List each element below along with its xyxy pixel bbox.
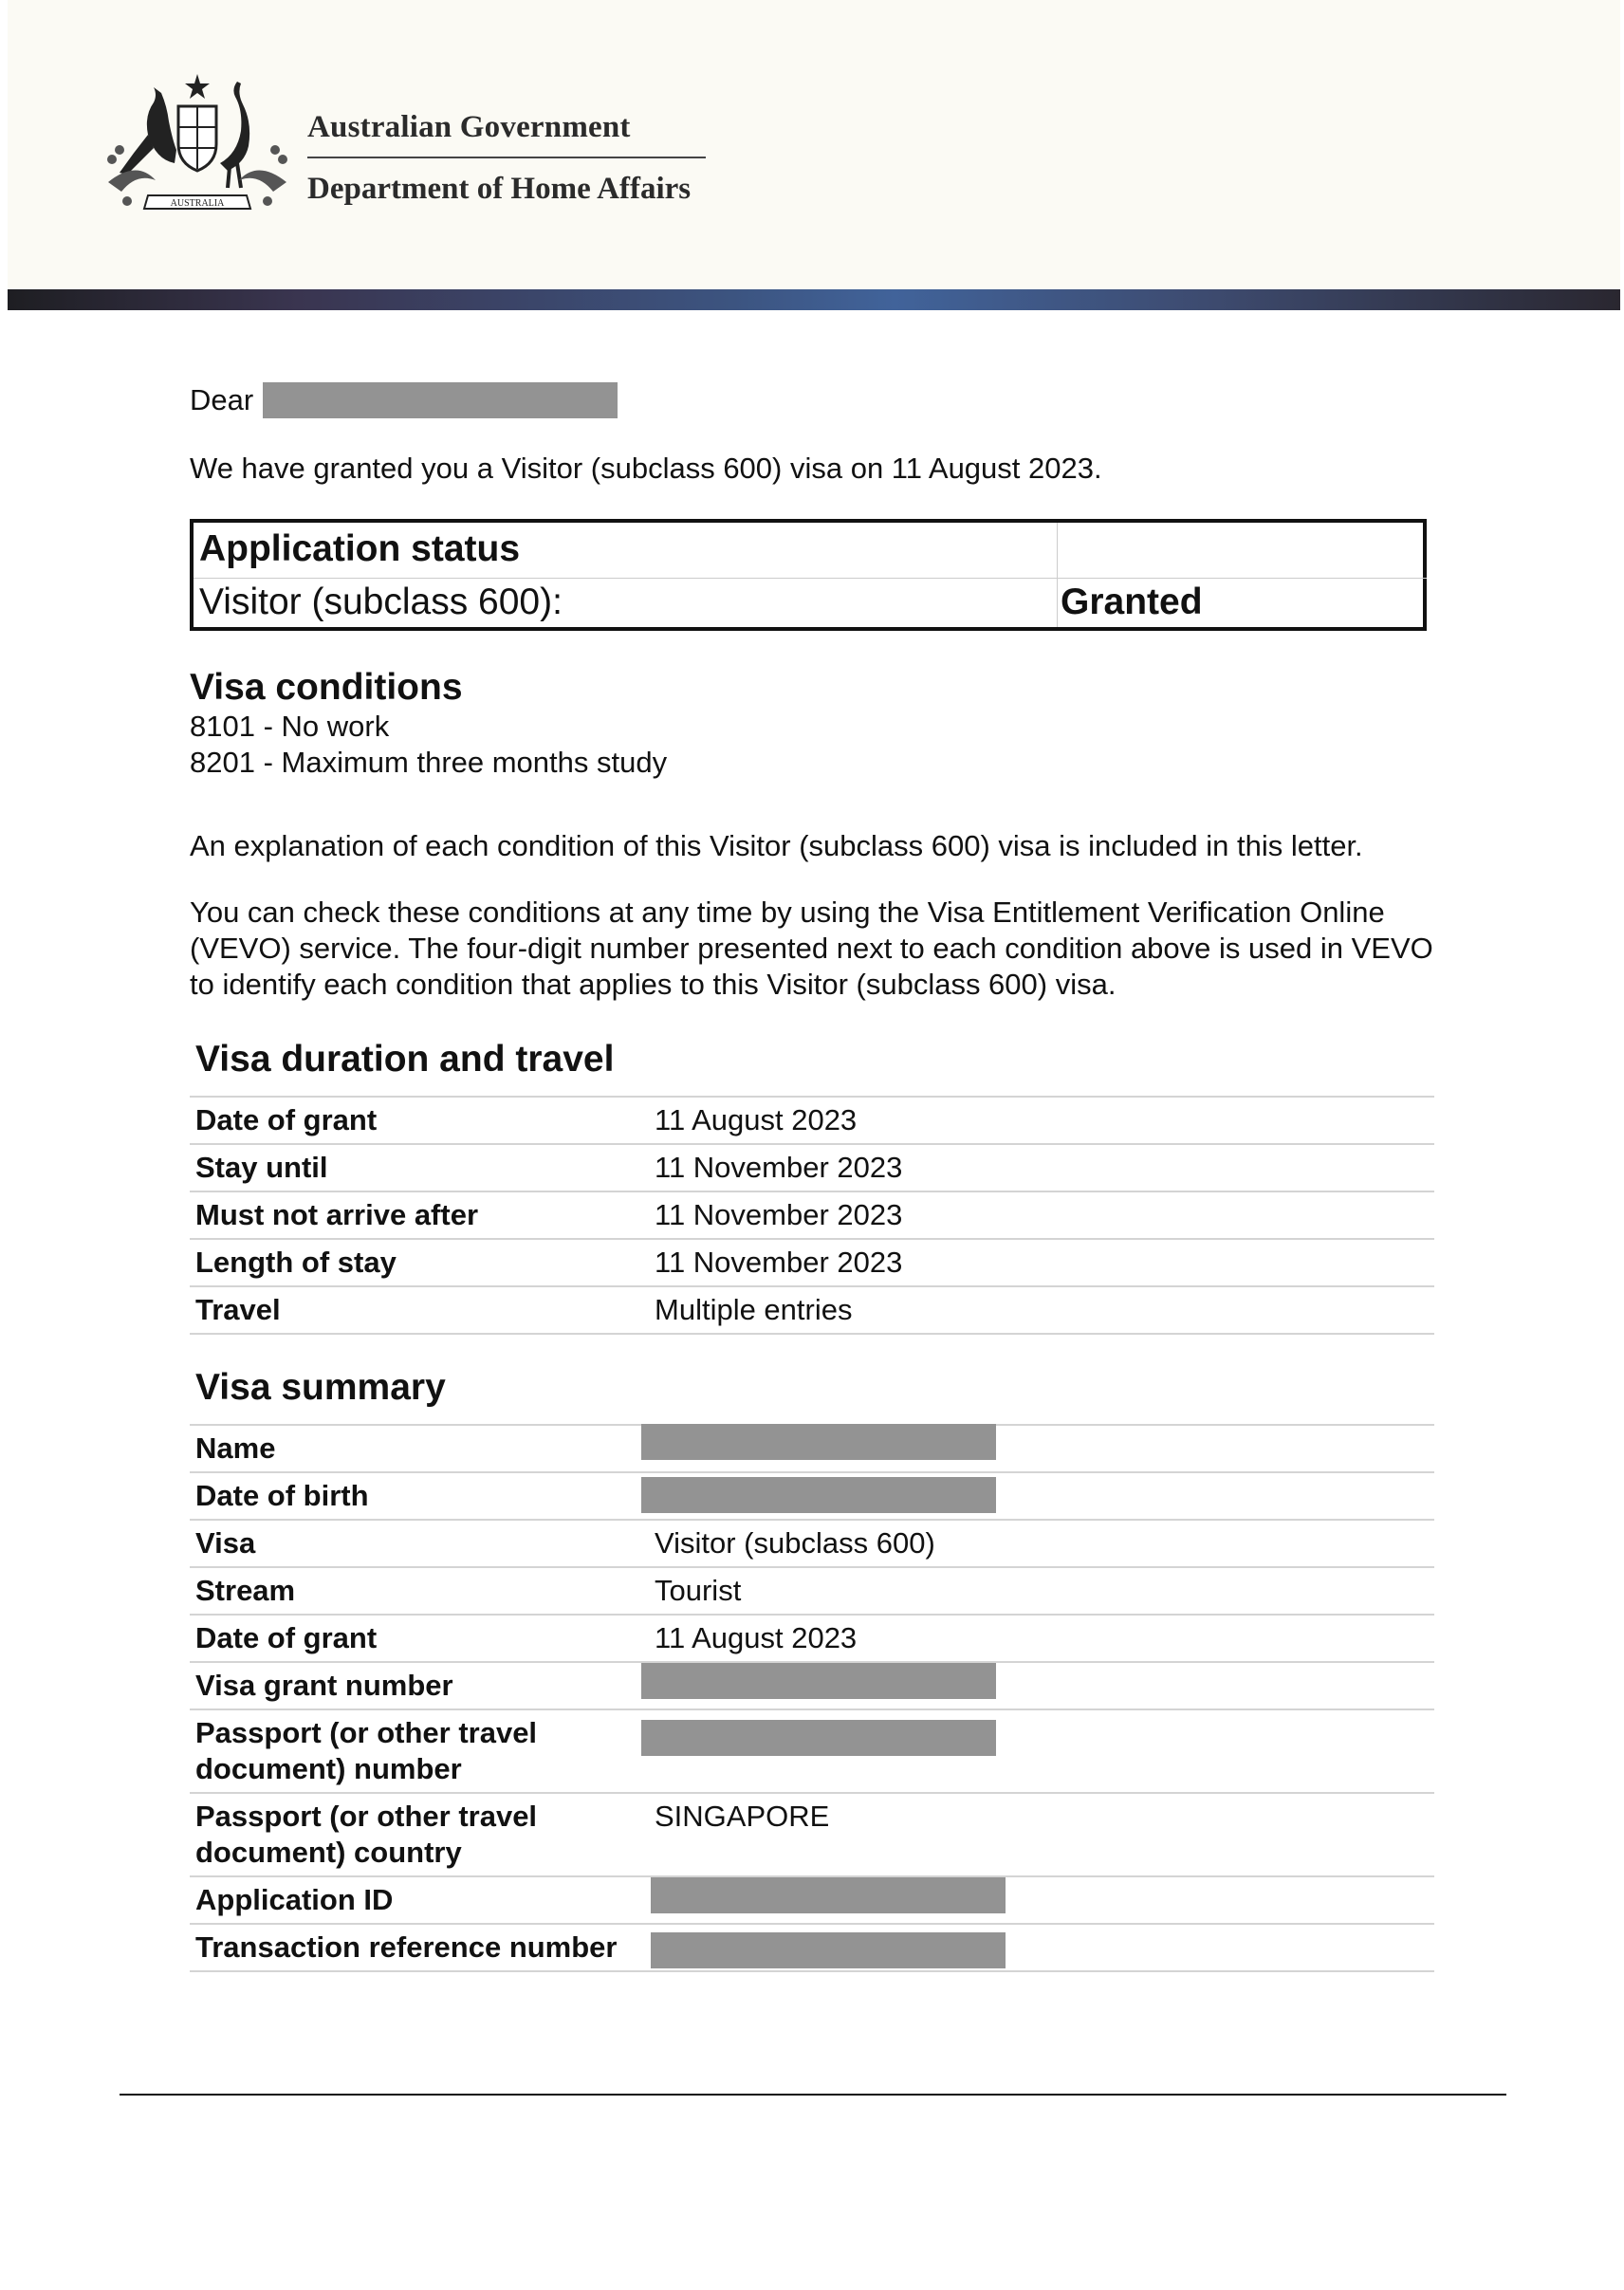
redacted-value: [651, 1932, 1006, 1968]
conditions-explanation: An explanation of each condition of this Visitor (subclass 600) visa is included in this letter.: [190, 829, 1363, 862]
visa-duration-table: [190, 1096, 1434, 1335]
row-label: Stay until: [195, 1151, 328, 1184]
table-row: [190, 1145, 1434, 1192]
application-status-heading: Application status: [199, 528, 521, 569]
row-label: Visa grant number: [195, 1669, 453, 1702]
table-row: [190, 1098, 1434, 1145]
redacted-value: [641, 1424, 996, 1460]
application-status-value: Granted: [1061, 582, 1203, 622]
row-label: Must not arrive after: [195, 1198, 479, 1231]
footer-rule: [120, 2094, 1506, 2096]
table-row: [190, 1240, 1434, 1287]
row-label: Stream: [195, 1574, 296, 1607]
visa-conditions: [190, 667, 667, 781]
table-row: [190, 1663, 1434, 1710]
row-label: Date of birth: [195, 1479, 369, 1512]
visa-summary-heading: Visa summary: [195, 1367, 446, 1408]
row-value: Tourist: [655, 1574, 742, 1607]
row-label: Passport (or other travel document) country: [195, 1800, 538, 1869]
vevo-check-text: You can check these conditions at any time by using the Visa Entitlement Verification Online (VEVO) service. The four-digit number presented next to each condition above is used in VEVO to identify each condition that applies to this Visitor (subclass 600) visa.: [190, 896, 1433, 1001]
row-value: Visitor (subclass 600): [655, 1526, 935, 1560]
coat-of-arms-icon: [99, 68, 296, 220]
granted-sentence: We have granted you a Visitor (subclass 600) visa on 11 August 2023.: [190, 452, 1102, 485]
table-row: [190, 1710, 1434, 1794]
visa-conditions-heading: Visa conditions: [190, 667, 463, 708]
government-name: Australian Government: [307, 110, 706, 158]
visa-duration-heading: Visa duration and travel: [195, 1039, 615, 1080]
recipient-name-redacted: [263, 382, 618, 418]
row-label: Length of stay: [195, 1246, 397, 1279]
table-row: [190, 1426, 1434, 1473]
row-value: 11 November 2023: [655, 1246, 903, 1279]
table-row: [190, 1616, 1434, 1663]
salutation: Dear: [190, 383, 254, 416]
table-row: [190, 1192, 1434, 1240]
redacted-value: [641, 1720, 996, 1756]
row-value: 11 November 2023: [655, 1198, 903, 1231]
row-value: 11 November 2023: [655, 1151, 903, 1184]
application-status-label: Visitor (subclass 600):: [199, 582, 563, 622]
row-label: Transaction reference number: [195, 1930, 618, 1964]
government-branding: [307, 110, 706, 207]
letterhead: [8, 0, 1620, 289]
redacted-value: [641, 1663, 996, 1699]
row-value: 11 August 2023: [655, 1103, 858, 1136]
application-status-box: [190, 519, 1427, 631]
table-row: [190, 1877, 1434, 1925]
row-label: Application ID: [195, 1883, 394, 1916]
redacted-value: [651, 1877, 1006, 1913]
header-band: [8, 289, 1620, 310]
condition-item: 8201 - Maximum three months study: [190, 746, 668, 779]
redacted-value: [641, 1477, 996, 1513]
row-label: Name: [195, 1431, 276, 1465]
row-label: Date of grant: [195, 1621, 378, 1654]
row-label: Passport (or other travel document) number: [195, 1716, 538, 1785]
row-value: Multiple entries: [655, 1293, 853, 1326]
row-label: Visa: [195, 1526, 256, 1560]
table-row: [190, 1568, 1434, 1616]
row-value: 11 August 2023: [655, 1621, 858, 1654]
table-row: [190, 1521, 1434, 1568]
table-row: [190, 1925, 1434, 1972]
condition-item: 8101 - No work: [190, 710, 390, 743]
row-value: SINGAPORE: [655, 1800, 830, 1833]
row-label: Date of grant: [195, 1103, 378, 1136]
table-row: [190, 1287, 1434, 1335]
salutation-line: [190, 382, 618, 418]
table-row: [190, 1794, 1434, 1877]
table-row: [190, 1473, 1434, 1521]
row-label: Travel: [195, 1293, 281, 1326]
visa-summary-table: [190, 1424, 1434, 1972]
crest-motto: AUSTRALIA: [170, 198, 225, 209]
department-name: Department of Home Affairs: [307, 172, 692, 206]
